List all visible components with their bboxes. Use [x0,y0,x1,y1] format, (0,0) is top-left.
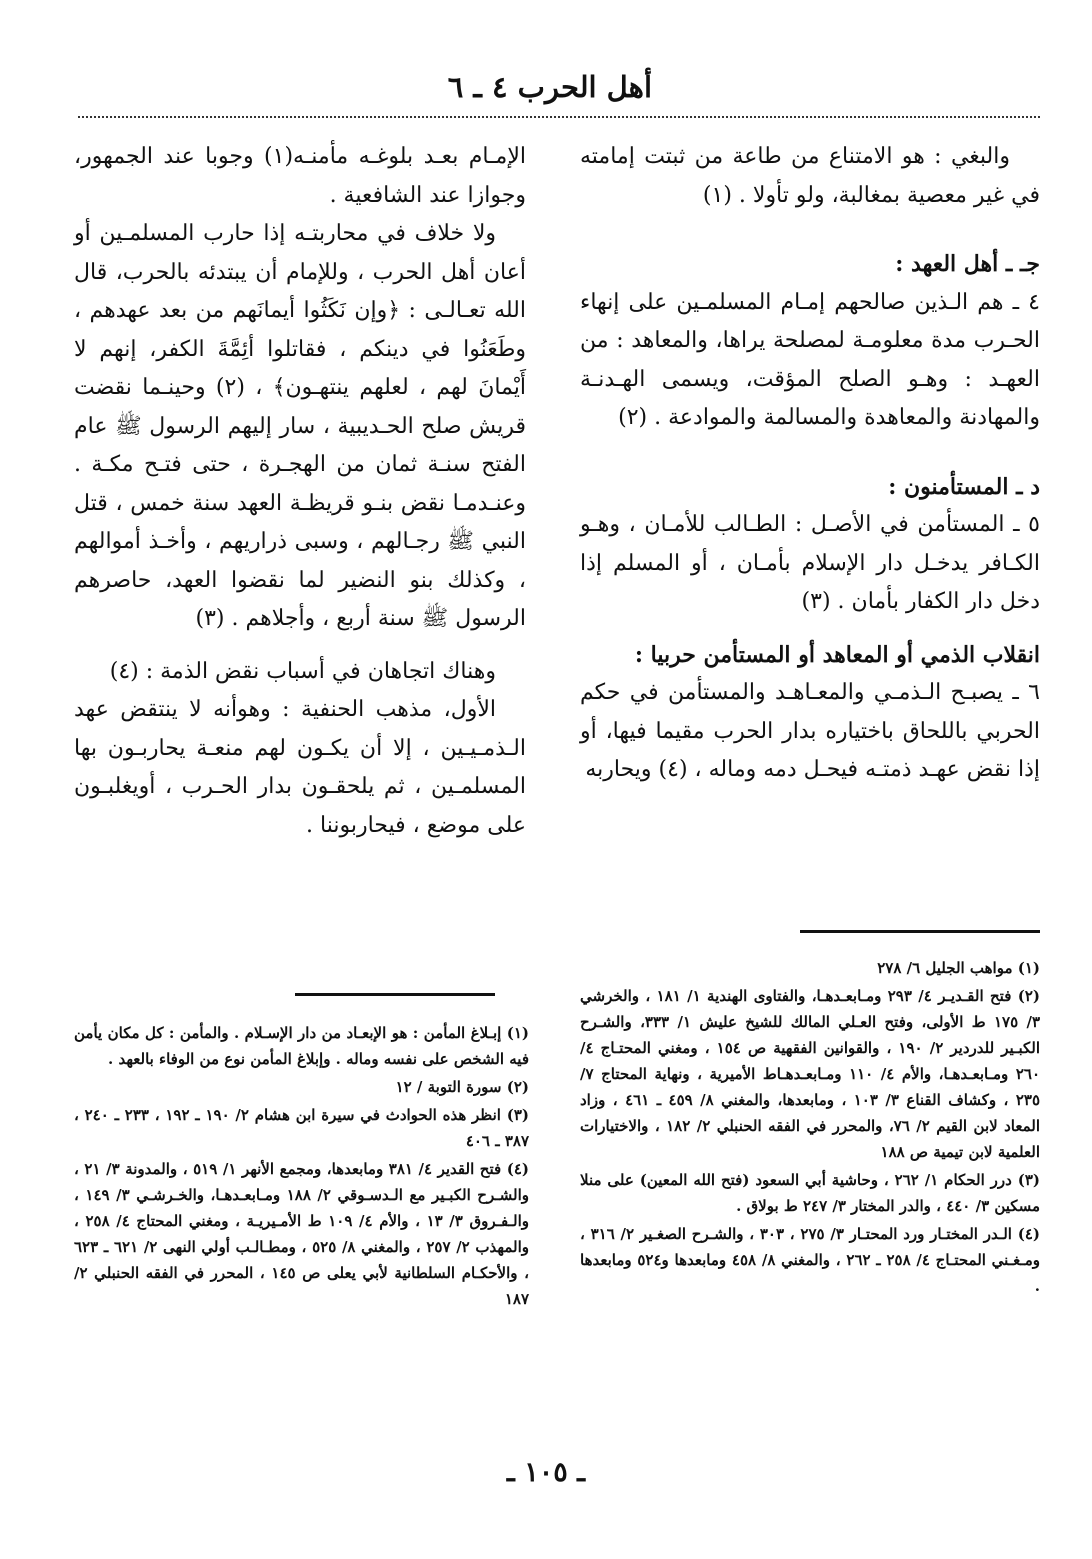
running-header [0,70,1092,110]
continuation-paragraph: الإمـام بعـد بلوغـه مأمنـه(١) وجوبا عند الجمهور، وجوازا عند الشافعية . [74,144,526,208]
footnote-left-2: (٢) سورة التوبة / ١٢ [395,1078,529,1096]
footnote-left-1: (١) إبـلاغ المأمن : هو الإبعـاد من دار الإسـلام . والمأمن : كل مكان يأمن فيه الشخص على نفسه وماله . وإبلاغ المأمن نوع من الوفاء بالعهد . [74,1024,529,1068]
footnote-right-3: (٣) درر الحكام ١/ ٢٦٢ ، وحاشية أبي السعود (فتح الله المعين) على منلا مسكين ٣/ ٤٤٠ ، والدر المختار ٣/ ٢٤٧ ط بولاق . [580,1171,1040,1215]
footnote-rule-left [295,993,495,996]
heading-inqilab: انقلاب الذمي أو المعاهد أو المستأمن حربيا : [634,641,1040,668]
paragraph-no-khilaf: ولا خلاف في محاربتـه إذا حارب المسلمـين أو أعان أهل الحرب ، وللإمام أن يبتدئه بالحرب، قال الله تعـالـى : ﴿وإن نَكَثُوا أيمانَهم من بعد عهدهم ، وطَعَنُوا في دينكم ، فقاتلوا أئِمَّةَ الكفر، إنهم لا أَيْمانَ لهم ، لعلهم ينتهـون﴾ ، (٢) وحينـما نقضت قريش صلح الحـديبية ، سار إليهم الرسول ﷺ عام الفتح سنـة ثمان من الهجـرة ، حتى فتـح مكـة . وعنـدمـا نقض بنـو قريظـة العهد سنة خمس ، قتل النبي ﷺ رجـالهم ، وسبى ذراريهم ، وأخـذ أموالهم ، وكذلك بنو النضير لما نقضوا العهد، حاصرهم الرسول ﷺ سنة أربع ، وأجلاهم . (٣) [74,221,527,631]
heading-ahl-al-ahd: جـ ـ أهل العهد : [895,251,1040,277]
footnote-right-4: (٤) الـدر المختـار ورد المحتـار ٣/ ٢٧٥ ، ٣٠٣ ، والشـرح الصغـير ٢/ ٣١٦ ، ومـغـني المحتـاج ٤/ ٢٥٨ ـ ٢٦٢ ، والمغني ٨/ ٤٥٨ ومابعدها و٥٢٤ ومابعدها . [580,1225,1041,1295]
paragraph-4: ٤ ـ هم الـذين صالحهم إمـام المسلمـين على إنهاء الحـرب مدة معلومـة لمصلحة يراها، والمعاهد : من العهـد : وهـو الصلح المؤقت، ويسمى الهـدنـة والمهادنة والمعاهدة والمسالمة والموادعة . (٢) [580,289,1040,430]
paragraph-two-trends: وهناك اتجاهان في أسباب نقض الذمة : (٤) [109,658,496,684]
page-title: أهل الحرب ٤ ـ ٦ [447,70,652,104]
header-dotted-rule [78,116,1040,118]
footnote-left-4: (٤) فتح القدير ٤/ ٣٨١ ومابعدها، ومجمع الأنهر ١/ ٥١٩ ، والمدونة ٣/ ٢١ ، والشـرح الكبـير مع الـدسـوقي ٢/ ١٨٨ ومـابعـدهـا، والخـرشـي ٣/ ١٤٩ ، والـفـروق ٣/ ١٣ ، والأم ٤/ ١٠٩ ط الأمـيريـة ، ومغني المحتاج ٤/ ٢٥٨ ، والمهذب ٢/ ٢٥٧ ، والمغني ٨/ ٥٢٥ ، ومطـالـب أولي النهى ٢/ ٦٢١ ـ ٦٢٣ ، والأحكـام السلطانية لأبي يعلى ص ١٤٥ ، المحرر في الفقه الحنبلي ٢/ ١٨٧ [74,1160,530,1308]
paragraph-6: ٦ ـ يصبـح الـذمـي والمعـاهـد والمستأمن في حكم الحربي باللحاق باختياره بدار الحرب مقيما فيها، أو إذا نقض عهـد ذمتـه فيحـل دمه وماله ، (٤) ويحاربه [580,680,1040,782]
page-number: ـ ١٠٥ ـ [506,1457,586,1488]
footnotes-left [74,1020,529,1314]
left-column [74,138,526,845]
footnote-right-1: (١) مواهب الجليل ٦/ ٢٧٨ [877,959,1040,977]
footnote-right-2: (٢) فتح القـديـر ٤/ ٢٩٣ ومـابعـدهـا، والفتاوى الهندية ١/ ١٨١ ، والخرشي ٣/ ١٧٥ ط الأولى، وفتح العـلي المالك للشيخ عليش ١/ ٣٣٣، والشـرح الكبـير للدردير ٢/ ١٩٠ ، والقوانين الفقهية ص ١٥٤ ، ومغني المحتـاج ٤/ ٢٦٠ ومـابعـدهـا، والأم ٤/ ١١٠ ومـابعـدهـاط الأميرية ، ونهاية المحتاج ٧/ ٢٣٥ ، وكشاف القناع ٣/ ١٠٣ ، ومابعدها، والمغني ٨/ ٤٥٩ ـ ٤٦١ ، وزاد المعاد لابن القيم ٢/ ٧٦، والمحرر في الفقه الحنبلي ٢/ ١٨٢ ، والاختيارات العلمية لابن تيمية ص ١٨٨ [580,987,1041,1161]
heading-mustaminun: د ـ المستأمنون : [888,473,1040,500]
footnote-rule-right [800,930,1040,933]
right-column [580,138,1040,790]
footnotes-right [580,955,1040,1301]
footnote-left-3: (٣) انظر هذه الحوادث في سيرة ابن هشام ٢/ ١٩٠ ـ ١٩٢ ، ٢٣٣ ـ ٢٤٠ ، ٣٨٧ ـ ٤٠٦ [74,1106,530,1150]
paragraph-5: ٥ ـ المستأمن في الأصـل : الطـالب للأمـان ، وهـو الكـافر يدخـل دار الإسلام بأمـان ، أو المسلم إذا دخل دار الكفار بأمان . (٣) [580,512,1040,614]
paragraph-first-trend: الأول، مذهب الحنفية : وهوأنه لا ينتقض عهد الـذمـيـين ، إلا أن يكـون لهم منعـة يحاربـون بها المسلمـين ، ثم يلحقـون بدار الحـرب ، أويغلبـون على موضع ، فيحاربوننا . [74,697,526,838]
baghi-definition: والبغي : هو الامتناع من طاعة من ثبتت إمامته في غير معصية بمغالبة، ولو تأولا . (١) [580,144,1040,208]
